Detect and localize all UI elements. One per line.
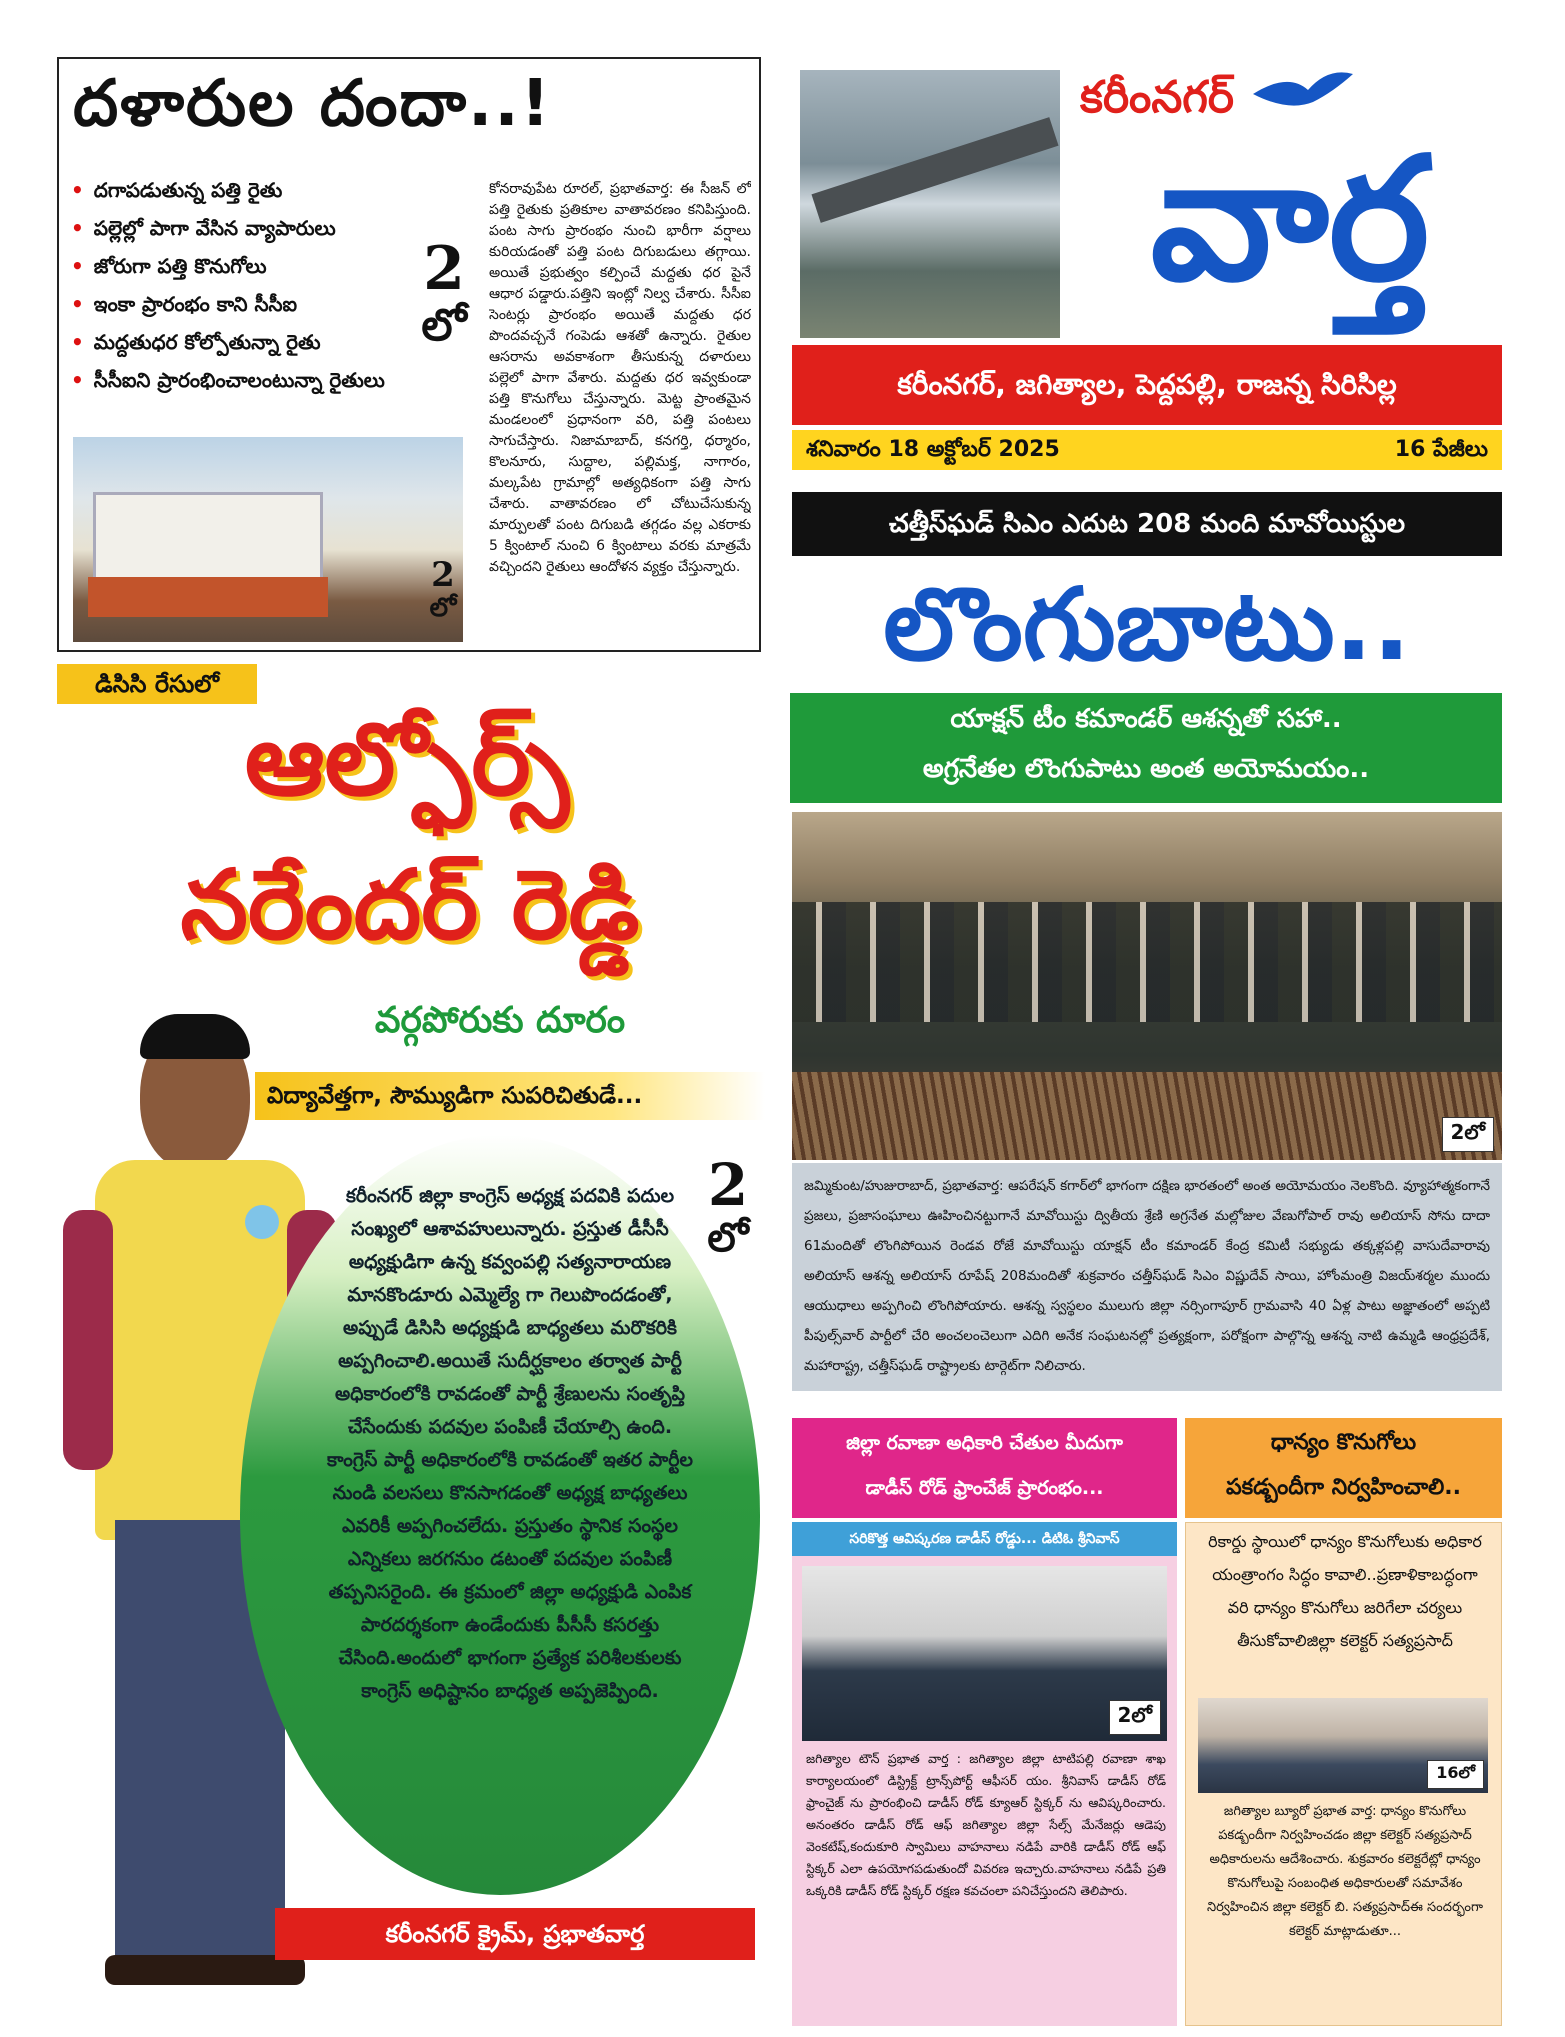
brokers-headline: దళారుల దందా..! xyxy=(73,67,552,141)
deck-line-1: యాక్షన్ టీం కమాండర్ ఆశన్నతో సహా.. xyxy=(950,704,1342,734)
page-ref-word: లో xyxy=(421,300,467,351)
hair xyxy=(140,1014,250,1059)
city-label: కరీంనగర్ xyxy=(1080,72,1234,123)
brokers-story-box xyxy=(57,57,761,652)
dcc-kicker: డిసిసి రేసులో xyxy=(57,664,257,704)
photo-page-ref: 2లో xyxy=(1109,1700,1162,1735)
bullet-item: • సీసీఐని ప్రారంభించాలంటున్నా రైతులు xyxy=(71,361,471,399)
deck-line-2: అగ్రనేతల లొంగుపాటు అంత అయోమయం.. xyxy=(922,754,1370,784)
franchise-body: జగిత్యాల టౌన్ ప్రభాత వార్త : జగిత్యాల జిల్లా టాటిపల్లి రవాణా శాఖ కార్యాలయంలో డిస్ట్రిక్ట్ ట్రాన్స్‌పోర్ట్ ఆఫీసర్ యం. శ్రీనివాస్ డాడీస్ రోడ్ ఫ్రాంచైజ్ ను ప్రారంభించి డాడీస్ రోడ్ క్యూఆర్ స్టిక్కర్ ను ఆవిష్కరించారు. అనంతరం డాడీస్ రోడ్ ఆఫ్ జగిత్యాల జిల్లా సేల్స్ మేనేజర్లు ఆడెపు వెంకటేష్,కందుకూరి స్వామిలు వాహనాలు నడిపే వారికి డాడీస్ రోడ్ ఆఫ్ స్టిక్కర్ ఎలా ఉపయోగపడుతుందో వివరణ ఇచ్చారు.వాహనాలు నడిపే ప్రతి ఒక్కరికి డాడీస్ రోడ్ స్టిక్కర్ రక్షణ కవచంలా పనిచేస్తుందని తెలిపారు. xyxy=(806,1751,1166,1898)
bullet-item: • మద్దతుధర కోల్పోతున్నా రైతు xyxy=(71,323,471,361)
dcc-tagline: విద్యావేత్తగా, సౌమ్యుడిగా సుపరిచితుడే... xyxy=(255,1072,765,1120)
dcc-byline: కరీంనగర్ క్రైమ్, ప్రభాతవార్త xyxy=(275,1908,755,1960)
dcc-subhead: వర్గపోరుకు దూరం xyxy=(374,1000,626,1041)
cotton-truck-photo xyxy=(73,437,463,642)
dcc-headline-line1: ఆల్ఫోర్స్ xyxy=(244,701,570,818)
bullet-item: • దగాపడుతున్న పత్తి రైతు xyxy=(71,171,471,209)
dcc-headline-line2: నరేందర్ రెడ్డి xyxy=(180,849,640,961)
maoist-deck xyxy=(790,693,1502,803)
weapons-row xyxy=(792,1072,1502,1160)
brokers-bullets xyxy=(71,171,471,399)
bullet-item: • ఇంకా ప్రారంభం కాని సీసీఐ xyxy=(71,285,471,323)
bullet-item: • పల్లెల్లో పాగా వేసిన వ్యాపారులు xyxy=(71,209,471,247)
logo-text: వార్త xyxy=(1150,121,1430,319)
grain-body: జగిత్యాల బ్యూరో ప్రభాత వార్త: ధాన్యం కొనుగోలు పకడ్బందీగా నిర్వహించడం జిల్లా కలెక్టర్ సత్యప్రసాద్ అధికారులను ఆదేశించారు. శుక్రవారం కలెక్టరేట్లో ధాన్యం కొనుగోలుపై సంబంధిత అధికారులతో సమావేశం నిర్వహించిన జిల్లా కలెక్టర్ బి. సత్యప్రసాద్ఈ సందర్భంగా కలెక్టర్ మాట్లాడుతూ... xyxy=(1207,1804,1483,1939)
dcc-body: కరీంనగర్ జిల్లా కాంగ్రెస్ అధ్యక్ష పదవికి పదుల సంఖ్యలో ఆశావహులున్నారు. ప్రస్తుత డీసీసీ అధ్యక్షుడిగా ఉన్న కవ్వంపల్లి సత్యనారాయణ మానకొండూరు ఎమ్మెల్యే గా గెలుపొందడంతో, అప్పుడే డిసిసి అధ్యక్షుడి బాధ్యతలు మరొకరికి అప్పగించాలి.అయితే సుదీర్ఘకాలం తర్వాత పార్టీ అధికారంలోకి రావడంతో పార్టీ శ్రేణులను సంతృప్తి చేసేందుకు పదవుల పంపిణీ చేయాల్సి ఉంది. కాంగ్రెస్ పార్టీ అధికారంలోకి రావడంతో ఇతర పార్టీల నుండి వలసలు కొనసాగడంతో అధ్యక్ష బాధ్యతలు ఎవరికీ అప్పగించలేదు. ప్రస్తుతం స్థానిక సంస్థల ఎన్నికలు జరగనుం డటంతో పదవుల పంపిణీ తప్పనిసరైంది. ఈ క్రమంలో జిల్లా అధ్యక్షుడి ఎంపిక పారదర్శకంగా ఉండేందుకు పీసీసీ కసరత్తు చేసింది.అందులో భాగంగా ప్రత్యేక పరిశీలకులకు కాంగ్రెస్ అధిష్టానం బాధ్యత అప్పజెప్పింది. xyxy=(327,1185,693,1702)
issue-date: శనివారం 18 అక్టోబర్ 2025 xyxy=(806,437,1060,462)
dam-photo xyxy=(800,70,1060,338)
truck-body xyxy=(88,577,328,617)
grain-headline: ధాన్యం కొనుగోలు పకడ్బందీగా నిర్వహించాలి.. xyxy=(1185,1418,1502,1518)
left-sleeve xyxy=(63,1210,113,1470)
surrender-photo xyxy=(792,812,1502,1160)
photo-page-ref: 2లో xyxy=(1442,1117,1495,1152)
date-bar xyxy=(792,430,1502,470)
grain-lead: రికార్డు స్థాయిలో ధాన్యం కొనుగోలుకు అధికార యంత్రాంగం సిద్ధం కావాలి..ప్రణాళికాబద్ధంగా వరి ధాన్యం కొనుగోలు జరిగేలా చర్యలు తీసుకోవాలిజిల్లా కలెక్టర్ సత్యప్రసాద్ xyxy=(1208,1532,1482,1650)
maoist-body: జమ్మికుంట/హుజురాబాద్, ప్రభాతవార్త: ఆపరేషన్ కగార్‌లో భాగంగా దక్షిణ భారతంలో అంత అయోమయం నెలకొంది. వ్యూహాత్మకంగానే ప్రజలు, ప్రజాసంఘాలు ఊహించినట్టుగానే మావోయిస్టు ద్వితీయ శ్రేణి అగ్రనేత మల్లోజుల వేణుగోపాల్ రావు అలియాస్ సోను దాదా 61మందితో లొంగిపోయిన రెండవ రోజే మావోయిస్టు యాక్షన్ టీం కమాండర్ కేంద్ర కమిటీ సభ్యుడు తక్కళ్లపల్లి వాసుదేవారావు అలియాస్ ఆశన్న అలియాస్ రూపేష్ 208మందితో శుక్రవారం చత్తీస్‌ఘడ్ సిఎం విష్ణుదేవ్ సాయి, హోంమంత్రి విజయ్‌శర్మల ముందు ఆయుధాలు అప్పగించి లొంగిపోయారు. ఆశన్న స్వస్థలం ములుగు జిల్లా నర్సింగాపూర్ గ్రామవాసి 40 ఏళ్ల పాటు అజ్ఞాతంలో అప్పటి పీపుల్స్‌వార్ పార్టీలో చేరి అంచలంచెలుగా ఎదిగి అనేక సంఘటనల్లో ప్రత్యక్షంగా, పరోక్షంగా పాల్గొన్న ఆశన్న నాటి ఉమ్మడి ఆంధ్రప్రదేశ్, మహారాష్ట్ర, చత్తీస్‌ఘడ్ రాష్ట్రాలకు టార్గెట్‌గా నిలిచారు. xyxy=(792,1163,1502,1391)
franchise-photo xyxy=(802,1566,1167,1741)
brokers-page-ref xyxy=(414,234,474,407)
dcc-page-ref: 2 లో xyxy=(700,1155,756,1261)
maoist-headline: లొంగుబాటు.. xyxy=(883,566,1411,683)
maoist-kicker: చత్తీస్‌ఘడ్ సిఎం ఎదుట 208 మంది మావోయిస్టుల xyxy=(792,492,1502,556)
page-ref-number: 2 xyxy=(423,234,465,304)
franchise-headline: జిల్లా రవాణా అధికారి చేతుల మీదుగా డాడీస్ రోడ్ ఫ్రాంచేజ్ ప్రారంభం... xyxy=(792,1418,1177,1518)
bullet-item: • జోరుగా పత్తి కొనుగోలు xyxy=(71,247,471,285)
cotton-bales xyxy=(93,492,323,582)
page-count: 16 పేజీలు xyxy=(1394,437,1488,462)
dam-wall xyxy=(811,117,1058,223)
crowd-row xyxy=(792,902,1502,1022)
grain-meeting-photo xyxy=(1198,1698,1488,1793)
franchise-subhead: సరికొత్త ఆవిష్కరణ డాడీస్ రోడ్డు... డిటిఓ శ్రీనివాస్ xyxy=(792,1522,1177,1556)
photo-page-ref: 16లో xyxy=(1427,1760,1484,1789)
brokers-body: కోనరావుపేట రూరల్, ప్రభాతవార్త: ఈ సీజన్ లో పత్తి రైతుకు ప్రతికూల వాతావరణం కనిపిస్తుంది. పంట సాగు ప్రారంభం నుంచి భారీగా వర్షాలు కురియడంతో పత్తి పంట దిగుబడులు తగ్గాయి. అయితే ప్రభుత్వం కల్పించే మద్దతు ధర పైనే ఆధార పడ్డారు.పత్తిని ఇంట్లో నిల్వ చేశారు. సీసీఐ సెంటర్లు ప్రారంభం అయితే మద్దతు ధర పొందవచ్చనే గంపెడు ఆశతో ఉన్నారు. రైతుల ఆసరాను అవకాశంగా తీసుకున్న దళారులు పల్లెలో పాగా వేశారు. మద్దతు ధర ఇవ్వకుండా పత్తి కొనుగోలు చేస్తున్నారు. మెట్ట ప్రాంతమైన మండలంలో ప్రధానంగా వరి, పత్తి పంటలు సాగుచేస్తారు. నిజామాబాద్, కనగర్తి, ధర్మారం, కొలనూరు, సుద్దాల, పల్లిమక్త, నాగారం, మల్కపేట గ్రామాల్లో అత్యధికంగా పత్తి సాగు చేశారు. వాతావరణం లో చోటుచేసుకున్న మార్పులతో పంట దిగుబడి తగ్గడం వల్ల ఎకరాకు 5 క్వింటాల్ నుంచి 6 క్వింటాలు వరకు మాత్రమే వచ్చిందని రైతులు ఆందోళన వ్యక్తం చేస్తున్నారు. xyxy=(489,181,751,575)
pin-badge xyxy=(245,1205,279,1239)
photo-page-ref: 2 లో xyxy=(429,555,457,623)
districts-bar: కరీంనగర్, జగిత్యాల, పెద్దపల్లి, రాజన్న సిరిసిల్ల xyxy=(792,345,1502,425)
